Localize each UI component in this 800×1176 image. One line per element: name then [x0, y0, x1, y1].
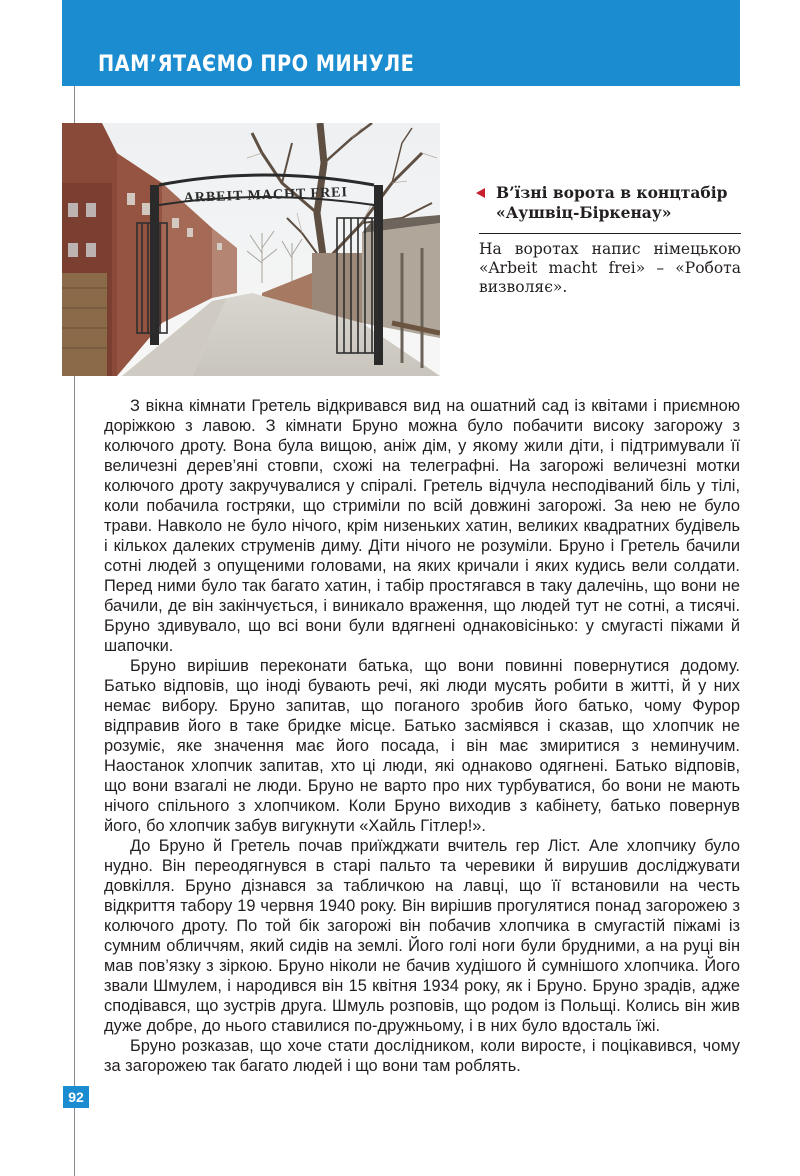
- paragraph: Бруно розказав, що хоче стати дослідником, коли виросте, і поцікавився, чому за загорожею так багато людей і що вони там роблять.: [104, 1037, 740, 1075]
- gate-photo: [62, 123, 440, 376]
- figure-caption-text: На воротах напис німецькою «Arbeit macht frei» – «Робота визволяє».: [479, 240, 741, 296]
- caption-divider: [479, 233, 741, 234]
- paragraph: Бруно вирішив переконати батька, що вони повинні повернутися додому. Батько відповів, що іноді бувають речі, які люди мусять робити в житті, й у них немає вибору. Бруно запитав, що поганого зробив його батько, чому Фурор відправив його в таке бридке місце. Батько засміявся і сказав, що хлопчик не розуміє, яке значення має його посада, і він має змиритися з неминучим. Наостанок хлопчик запитав, хто ці люди, які однаково одягнені. Батько відповів, що вони взагалі не люди. Бруно не варто про них турбуватися, бо вони не мають нічого спільного з хлопчиком. Коли Бруно виходив з кабінету, батько повернув його, бо хлопчик забув вигукнути «Хайль Гітлер!».: [104, 657, 740, 835]
- body-text: [104, 396, 740, 1076]
- section-title: ПАМ’ЯТАЄМО ПРО МИНУЛЕ: [98, 52, 415, 77]
- figure-caption-title: [479, 183, 741, 223]
- caption-title-text: В’їзні ворота в концтабір «Аушвіц-Біркенау»: [496, 183, 728, 222]
- caption-arrow-icon: [476, 188, 485, 198]
- paragraph: До Бруно й Гретель почав приїжджати вчитель гер Ліст. Але хлопчику було нудно. Він переодягнувся в старі пальто та черевики й вирушив досліджувати довкілля. Бруно дізнався за табличкою на лавці, що її встановили на честь відкриття табору 19 червня 1940 року. Він вирішив прогулятися понад загорожею з колючого дроту. По той бік загорожі він побачив хлопчика в смугастій піжамі із сумним обличчям, який сидів на землі. Його голі ноги були брудними, а на руці він мав пов’язку з зіркою. Бруно ніколи не бачив худішого й сумнішого хлопчика. Його звали Шмулем, і народився він 15 квітня 1934 року, як і Бруно. Бруно зрадів, адже сподівався, що зустрів друга. Шмуль розповів, що родом із Польщі. Колись він жив дуже добре, до нього ставилися по-дружньому, і в них було вдосталь їжі.: [104, 837, 740, 1035]
- paragraph: З вікна кімнати Гретель відкривався вид на ошатний сад із квітами і приємною доріжкою з лавою. З кімнати Бруно можна було побачити високу загорожу з колючого дроту. Вона була вищою, аніж дім, у якому жили діти, і підтримували її величезні дерев’яні стовпи, схожі на телеграфні. На загорожі величезні мотки колючого дроту закручувалися у спіралі. Гретель відчула несподіваний біль у тілі, коли побачила гостряки, що стриміли по всій довжині загорожі. За нею не було трави. Навколо не було нічого, крім низеньких хатин, великих квадратних будівель і кількох далеких струменів диму. Діти нічого не розуміли. Бруно і Гретель бачили сотні людей з опущеними головами, на яких кричали і яких кудись вели солдати. Перед ними було так багато хатин, і табір простягався в таку далечінь, що вони не бачили, де він закінчується, і виникало враження, що людей тут не сотні, а тисячі. Бруно здивувало, що всі вони були вдягнені однаковісінько: у смугасті піжами й шапочки.: [104, 397, 740, 655]
- gate-sign: ARBEIT MACHT FREI: [183, 185, 349, 206]
- page-number: 92: [63, 1086, 89, 1108]
